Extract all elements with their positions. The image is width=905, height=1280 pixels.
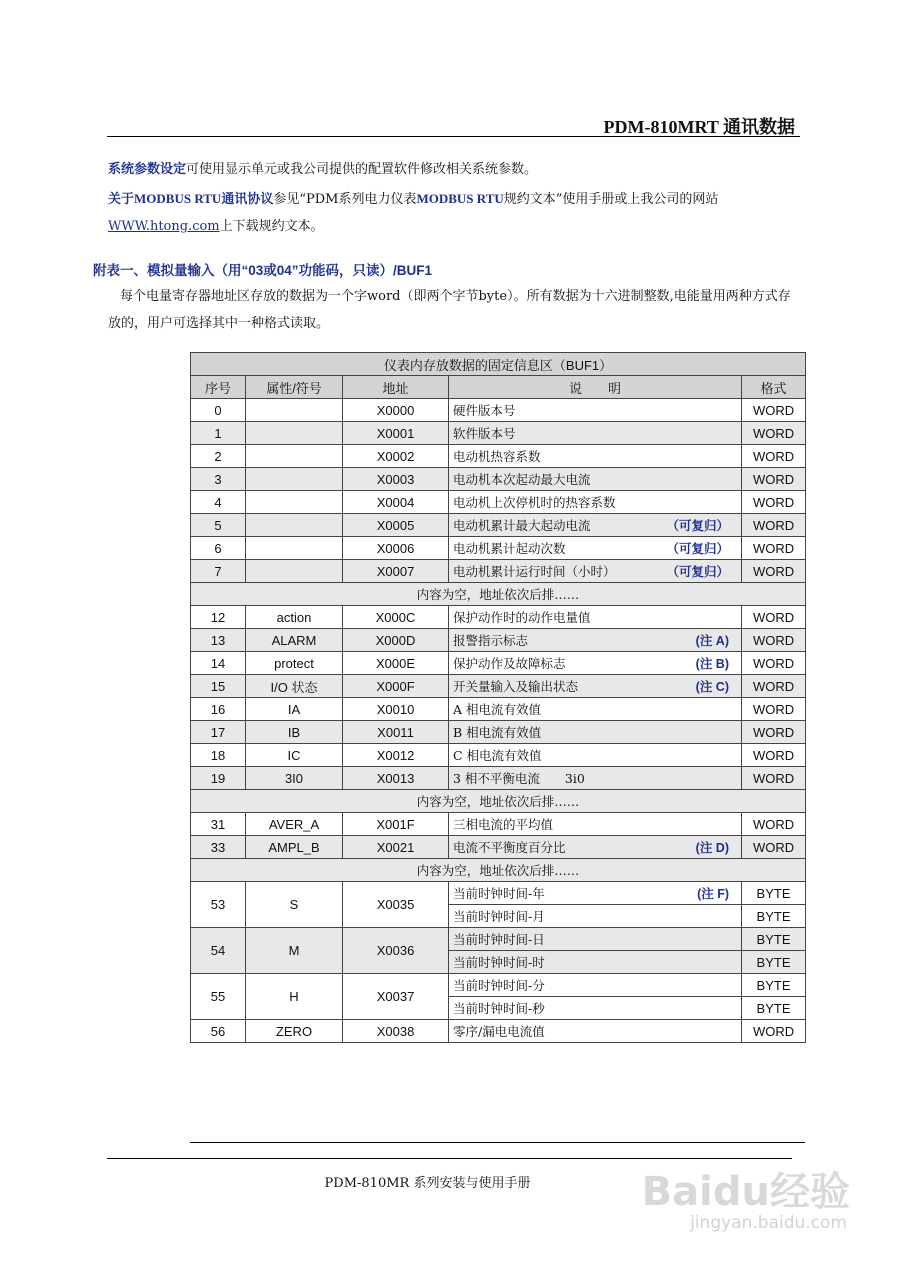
format-cell: WORD <box>742 767 806 790</box>
format-cell: WORD <box>742 445 806 468</box>
intro-p2-pre: 关于 <box>108 192 135 207</box>
address-cell: X0001 <box>343 422 449 445</box>
index-cell: 16 <box>191 698 246 721</box>
note-label: （可复归） <box>666 519 729 533</box>
description-text: 当前时钟时间-年 <box>453 886 545 901</box>
description-text: 软件版本号 <box>453 426 516 441</box>
format-cell: WORD <box>742 629 806 652</box>
index-cell: 14 <box>191 652 246 675</box>
description-cell <box>449 974 742 997</box>
table-row <box>191 560 806 583</box>
section-title: 附表一、模拟量输入（用“03或04”功能码，只读）/BUF1 <box>93 263 433 278</box>
note-label: (注 C) <box>695 680 729 694</box>
description-text: 开关量输入及输出状态 <box>453 679 579 694</box>
index-cell: 53 <box>191 882 246 928</box>
index-cell: 2 <box>191 445 246 468</box>
index-cell: 18 <box>191 744 246 767</box>
intro-p2-protocol-2: MODBUS RTU <box>416 191 504 206</box>
address-cell: X0037 <box>343 974 449 1020</box>
format-cell: WORD <box>742 560 806 583</box>
table-row <box>191 1020 806 1043</box>
symbol-cell: AMPL_B <box>246 836 343 859</box>
index-cell: 15 <box>191 675 246 698</box>
index-cell: 13 <box>191 629 246 652</box>
description-cell <box>449 399 742 422</box>
empty-range-row <box>191 859 806 882</box>
symbol-cell: IB <box>246 721 343 744</box>
address-cell: X0012 <box>343 744 449 767</box>
intro-p2-post: 规约文本”使用手册或上我公司的网站 <box>503 192 719 207</box>
description-text: 3 相不平衡电流 3i0 <box>453 771 585 786</box>
watermark-logo: Baidu经验 <box>641 1169 850 1215</box>
description-cell <box>449 445 742 468</box>
address-cell: X000E <box>343 652 449 675</box>
table-row <box>191 928 806 951</box>
footer-text: PDM-810MR 系列安装与使用手册 <box>324 1176 531 1191</box>
empty-range-row <box>191 790 806 813</box>
symbol-cell: ZERO <box>246 1020 343 1043</box>
format-cell: BYTE <box>742 928 806 951</box>
index-cell: 31 <box>191 813 246 836</box>
format-cell: BYTE <box>742 997 806 1020</box>
table-row <box>191 974 806 997</box>
table-row <box>191 698 806 721</box>
format-cell: WORD <box>742 537 806 560</box>
table-header-row <box>191 376 806 399</box>
header-divider <box>107 136 800 137</box>
index-cell: 54 <box>191 928 246 974</box>
format-cell: WORD <box>742 422 806 445</box>
table-row <box>191 744 806 767</box>
description-cell <box>449 813 742 836</box>
symbol-cell: 3I0 <box>246 767 343 790</box>
symbol-cell <box>246 537 343 560</box>
description-text: 零序/漏电电流值 <box>453 1024 545 1039</box>
symbol-cell <box>246 491 343 514</box>
note-label: （可复归） <box>666 542 729 556</box>
table-row <box>191 422 806 445</box>
description-text: 电动机热容系数 <box>453 449 541 464</box>
description-cell <box>449 721 742 744</box>
table-row <box>191 445 806 468</box>
symbol-cell: I/O 状态 <box>246 675 343 698</box>
table-row <box>191 399 806 422</box>
address-cell: X001F <box>343 813 449 836</box>
format-cell: WORD <box>742 468 806 491</box>
description-text: 电动机上次停机时的热容系数 <box>453 495 616 510</box>
address-cell: X0005 <box>343 514 449 537</box>
address-cell: X0021 <box>343 836 449 859</box>
intro-p2-mid: 参见“PDM系列电力仪表 <box>273 192 417 207</box>
table-row <box>191 813 806 836</box>
footer-divider-lower <box>107 1158 792 1159</box>
table-row <box>191 606 806 629</box>
symbol-cell <box>246 560 343 583</box>
description-text: 硬件版本号 <box>453 403 516 418</box>
address-cell: X0000 <box>343 399 449 422</box>
description-text: 报警指示标志 <box>453 633 529 648</box>
intro-paragraph-1 <box>108 156 798 183</box>
table-row <box>191 721 806 744</box>
description-cell <box>449 767 742 790</box>
index-cell: 19 <box>191 767 246 790</box>
index-cell: 12 <box>191 606 246 629</box>
format-cell: WORD <box>742 698 806 721</box>
symbol-cell: action <box>246 606 343 629</box>
table-row <box>191 882 806 905</box>
table-row <box>191 652 806 675</box>
description-text: B 相电流有效值 <box>453 725 542 740</box>
index-cell: 33 <box>191 836 246 859</box>
description-cell <box>449 1020 742 1043</box>
page-header-title: PDM-810MRT 通讯数据 <box>603 117 795 137</box>
table-row <box>191 468 806 491</box>
address-cell: X0010 <box>343 698 449 721</box>
col-header-description: 说 明 <box>449 376 742 399</box>
format-cell: WORD <box>742 721 806 744</box>
symbol-cell: M <box>246 928 343 974</box>
format-cell: WORD <box>742 606 806 629</box>
empty-range-row <box>191 583 806 606</box>
description-cell <box>449 560 742 583</box>
empty-range-text: 内容为空，地址依次后排…… <box>191 583 806 606</box>
description-cell <box>449 836 742 859</box>
note-label: （可复归） <box>666 565 729 579</box>
description-cell <box>449 698 742 721</box>
format-cell: WORD <box>742 744 806 767</box>
section-body: 每个电量寄存器地址区存放的数据为一个字word（即两个字节byte）。所有数据为十六进制整数,电能量用两种方式存放的，用户可选择其中一种格式读取。 <box>108 289 791 331</box>
col-header-address: 地址 <box>343 376 449 399</box>
symbol-cell: H <box>246 974 343 1020</box>
description-text: 电动机累计起动次数 <box>453 541 566 556</box>
format-cell: BYTE <box>742 951 806 974</box>
intro-paragraph-2 <box>108 185 798 240</box>
symbol-cell: IC <box>246 744 343 767</box>
description-cell <box>449 744 742 767</box>
description-cell <box>449 468 742 491</box>
format-cell: WORD <box>742 491 806 514</box>
address-cell: X0035 <box>343 882 449 928</box>
format-cell: WORD <box>742 652 806 675</box>
buf1-table <box>190 352 806 1043</box>
symbol-cell <box>246 399 343 422</box>
col-header-format: 格式 <box>742 376 806 399</box>
symbol-cell: S <box>246 882 343 928</box>
watermark-url: jingyan.baidu.com <box>690 1213 847 1233</box>
index-cell: 6 <box>191 537 246 560</box>
symbol-cell <box>246 445 343 468</box>
format-cell: WORD <box>742 675 806 698</box>
address-cell: X0006 <box>343 537 449 560</box>
index-cell: 4 <box>191 491 246 514</box>
address-cell: X000F <box>343 675 449 698</box>
description-text: 当前时钟时间-月 <box>453 909 545 924</box>
intro-p2-end: 上下载规约文本。 <box>219 219 324 234</box>
note-label: (注 D) <box>695 841 729 855</box>
footer-divider-upper <box>190 1142 805 1143</box>
table-row <box>191 514 806 537</box>
address-cell: X000C <box>343 606 449 629</box>
index-cell: 3 <box>191 468 246 491</box>
description-text: 电动机累计运行时间（小时） <box>453 564 616 579</box>
description-cell <box>449 951 742 974</box>
index-cell: 55 <box>191 974 246 1020</box>
table-caption: 仪表内存放数据的固定信息区（BUF1） <box>191 353 806 376</box>
description-text: 电动机累计最大起动电流 <box>453 518 591 533</box>
format-cell: BYTE <box>742 905 806 928</box>
address-cell: X0038 <box>343 1020 449 1043</box>
address-cell: X0003 <box>343 468 449 491</box>
address-cell: X0036 <box>343 928 449 974</box>
symbol-cell: IA <box>246 698 343 721</box>
description-cell <box>449 675 742 698</box>
website-link[interactable]: WWW.htong.com <box>108 219 220 234</box>
col-header-symbol: 属性/符号 <box>246 376 343 399</box>
symbol-cell: protect <box>246 652 343 675</box>
description-text: A 相电流有效值 <box>453 702 542 717</box>
description-cell <box>449 514 742 537</box>
description-text: 当前时钟时间-秒 <box>453 1001 545 1016</box>
description-cell <box>449 422 742 445</box>
description-text: 保护动作及故障标志 <box>453 656 566 671</box>
description-text: 当前时钟时间-日 <box>453 932 545 947</box>
description-cell <box>449 629 742 652</box>
note-label: (注 F) <box>697 887 729 901</box>
description-text: 三相电流的平均值 <box>453 817 554 832</box>
symbol-cell: ALARM <box>246 629 343 652</box>
description-text: 当前时钟时间-时 <box>453 955 545 970</box>
index-cell: 1 <box>191 422 246 445</box>
description-cell <box>449 882 742 905</box>
col-header-index: 序号 <box>191 376 246 399</box>
description-cell <box>449 997 742 1020</box>
table-row <box>191 836 806 859</box>
format-cell: BYTE <box>742 882 806 905</box>
index-cell: 7 <box>191 560 246 583</box>
description-text: 电动机本次起动最大电流 <box>453 472 591 487</box>
note-label: (注 A) <box>695 634 729 648</box>
index-cell: 5 <box>191 514 246 537</box>
description-cell <box>449 905 742 928</box>
description-text: 电流不平衡度百分比 <box>453 840 566 855</box>
table-row <box>191 491 806 514</box>
description-text: 保护动作时的动作电量值 <box>453 610 591 625</box>
format-cell: WORD <box>742 514 806 537</box>
description-cell <box>449 652 742 675</box>
format-cell: WORD <box>742 836 806 859</box>
description-cell <box>449 928 742 951</box>
intro-p2-protocol: MODBUS RTU通讯协议 <box>134 191 274 206</box>
symbol-cell <box>246 422 343 445</box>
address-cell: X0004 <box>343 491 449 514</box>
table-row <box>191 537 806 560</box>
description-text: 当前时钟时间-分 <box>453 978 545 993</box>
address-cell: X0013 <box>343 767 449 790</box>
format-cell: WORD <box>742 813 806 836</box>
description-cell <box>449 606 742 629</box>
description-cell <box>449 491 742 514</box>
format-cell: BYTE <box>742 974 806 997</box>
index-cell: 56 <box>191 1020 246 1043</box>
note-label: (注 B) <box>695 657 729 671</box>
symbol-cell: AVER_A <box>246 813 343 836</box>
address-cell: X000D <box>343 629 449 652</box>
symbol-cell <box>246 468 343 491</box>
table-row <box>191 629 806 652</box>
intro-text: 可使用显示单元或我公司提供的配置软件修改相关系统参数。 <box>186 162 538 177</box>
address-cell: X0002 <box>343 445 449 468</box>
description-cell <box>449 537 742 560</box>
description-text: C 相电流有效值 <box>453 748 542 763</box>
table-row <box>191 767 806 790</box>
address-cell: X0011 <box>343 721 449 744</box>
index-cell: 17 <box>191 721 246 744</box>
symbol-cell <box>246 514 343 537</box>
format-cell: WORD <box>742 1020 806 1043</box>
table-row <box>191 675 806 698</box>
intro-bold-term: 系统参数设定 <box>108 162 187 177</box>
index-cell: 0 <box>191 399 246 422</box>
format-cell: WORD <box>742 399 806 422</box>
empty-range-text: 内容为空，地址依次后排…… <box>191 859 806 882</box>
address-cell: X0007 <box>343 560 449 583</box>
empty-range-text: 内容为空，地址依次后排…… <box>191 790 806 813</box>
